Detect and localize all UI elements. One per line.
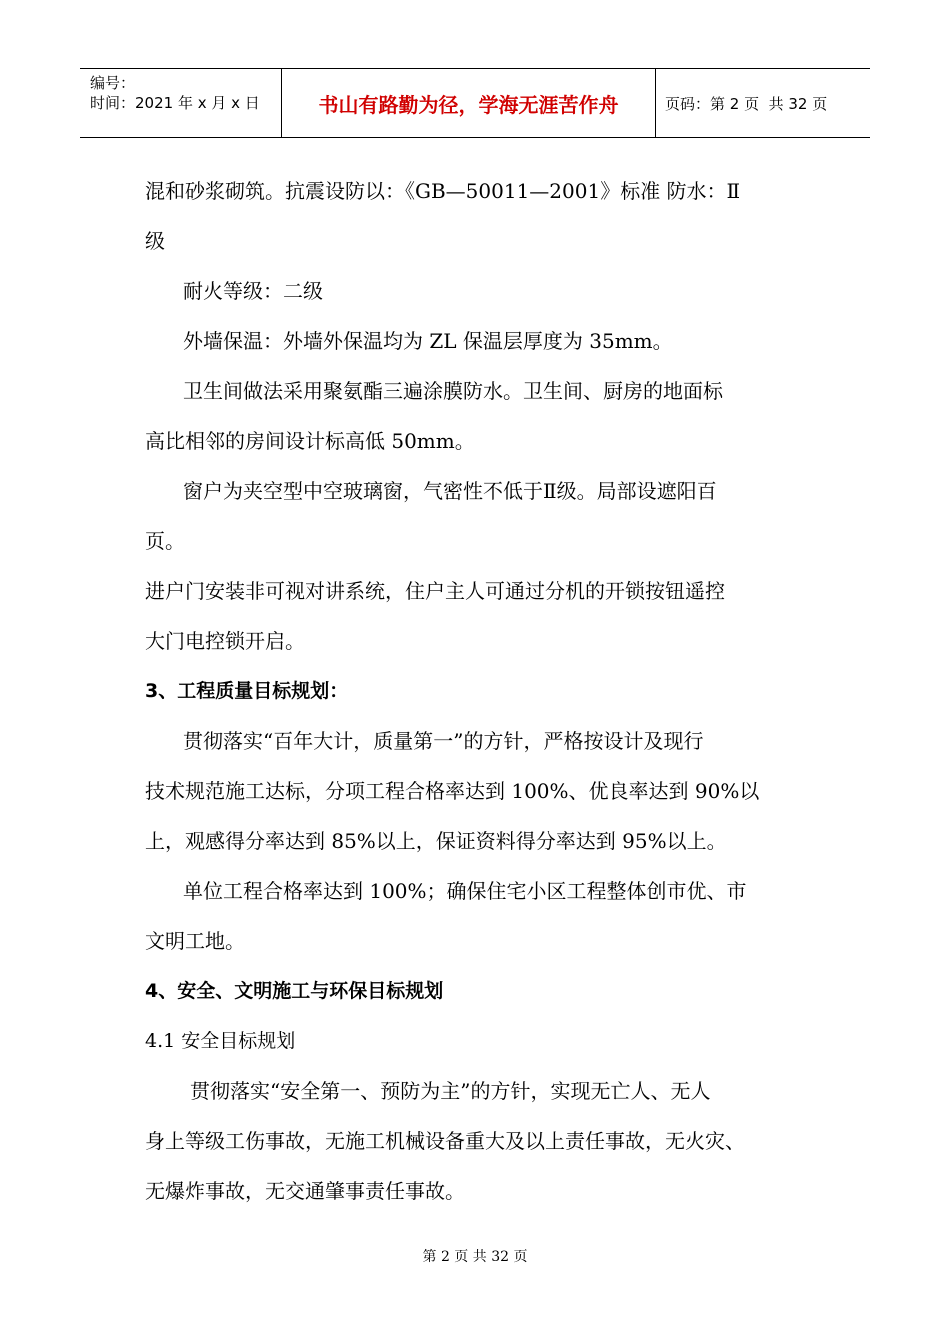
body-line: 贯彻落实“安全第一、预防为主”的方针，实现无亡人、无人 [190,1079,711,1103]
body-line: 身上等级工伤事故，无施工机械设备重大及以上责任事故，无火灾、 [145,1129,745,1153]
body-line: 级 [145,229,165,253]
body-line: 卫生间做法采用聚氨酯三遍涂膜防水。卫生间、厨房的地面标 [183,379,723,403]
document-body [145,166,825,1216]
document-header [80,68,870,138]
section-heading-safety: 4、安全、文明施工与环保目标规划 [145,980,444,1002]
header-divider-right [655,69,656,137]
body-line: 上，观感得分率达到 85%以上，保证资料得分率达到 95%以上。 [145,829,727,853]
body-line: 页。 [145,529,185,553]
body-line: 无爆炸事故，无交通肇事责任事故。 [145,1179,465,1203]
body-line: 大门电控锁开启。 [145,629,305,653]
body-line: 文明工地。 [145,929,245,953]
body-line: 窗户为夹空型中空玻璃窗，气密性不低于Ⅱ级。局部设遮阳百 [183,479,717,503]
body-line: 耐火等级：二级 [183,279,323,303]
body-line: 外墙保温：外墙外保温均为 ZL 保温层厚度为 35mm。 [183,329,673,353]
subsection-heading-safety-goal: 4.1 安全目标规划 [145,1030,296,1052]
body-line: 高比相邻的房间设计标高低 50mm。 [145,429,475,453]
header-meta [90,73,280,113]
document-time-label: 时间：2021 年 x 月 x 日 [90,94,260,112]
header-motto: 书山有路勤为径，学海无涯苦作舟 [318,92,619,117]
body-line: 技术规范施工达标，分项工程合格率达到 100%、优良率达到 90%以 [145,779,760,803]
page-footer: 第 2 页 共 32 页 [422,1249,528,1265]
body-line: 进户门安装非可视对讲系统，住户主人可通过分机的开锁按钮遥控 [145,579,725,603]
section-heading-quality: 3、工程质量目标规划： [145,680,349,702]
body-line: 贯彻落实“百年大计，质量第一”的方针，严格按设计及现行 [183,729,704,753]
header-page-info: 页码：第 2 页 共 32 页 [665,94,828,113]
body-line: 单位工程合格率达到 100%；确保住宅小区工程整体创市优、市 [183,879,747,903]
document-number-label: 编号： [90,74,136,92]
body-line: 混和砂浆砌筑。抗震设防以：《GB—50011—2001》标准 防水：Ⅱ [145,179,741,203]
